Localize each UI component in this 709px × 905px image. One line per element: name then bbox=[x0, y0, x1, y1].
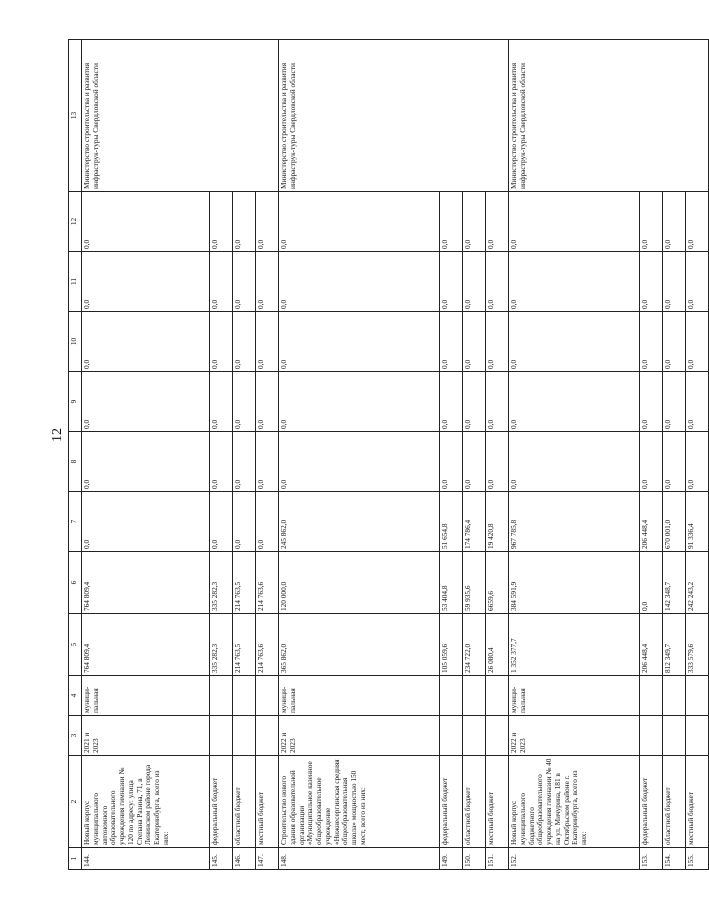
value-cell: 0,0 bbox=[640, 192, 663, 252]
value-cell: 59 935,6 bbox=[463, 552, 486, 614]
row-number: 150. bbox=[463, 848, 486, 870]
value-cell: 142 348,7 bbox=[663, 552, 686, 614]
value-cell: 0,0 bbox=[463, 372, 486, 432]
value-cell: 0,0 bbox=[686, 312, 709, 372]
value-cell: 0,0 bbox=[440, 372, 463, 432]
value-cell: 0,0 bbox=[82, 252, 210, 312]
value-cell: 0,0 bbox=[509, 252, 640, 312]
col-header: 2 bbox=[69, 756, 82, 848]
period bbox=[440, 716, 463, 756]
row-number: 148. bbox=[279, 848, 440, 870]
value-cell: 26 080,4 bbox=[486, 614, 509, 676]
value-cell: 51 654,8 bbox=[440, 492, 463, 552]
value-cell: 0,0 bbox=[440, 312, 463, 372]
value-cell: 0,0 bbox=[210, 492, 233, 552]
ownership-type bbox=[486, 676, 509, 716]
value-cell: 0,0 bbox=[279, 372, 440, 432]
responsible-ministry: Министерство строительства и развития инфраструк-туры Свердловской области bbox=[82, 40, 279, 192]
col-header: 9 bbox=[69, 372, 82, 432]
row-number: 146. bbox=[233, 848, 256, 870]
period: 2021 и 2023 bbox=[82, 716, 210, 756]
responsible-ministry: Министерство строительства и развития инфраструк-туры Свердловской области bbox=[509, 40, 709, 192]
value-cell: 0,0 bbox=[663, 192, 686, 252]
col-header: 13 bbox=[69, 40, 82, 192]
object-name: федеральный бюджет bbox=[640, 756, 663, 848]
value-cell: 0,0 bbox=[233, 192, 256, 252]
value-cell: 0,0 bbox=[279, 312, 440, 372]
value-cell: 0,0 bbox=[256, 372, 279, 432]
budget-table bbox=[68, 39, 709, 870]
value-cell: 0,0 bbox=[463, 192, 486, 252]
ownership-type: муници-пальная bbox=[279, 676, 440, 716]
value-cell: 0,0 bbox=[509, 192, 640, 252]
value-cell: 91 336,4 bbox=[686, 492, 709, 552]
ownership-type bbox=[686, 676, 709, 716]
value-cell: 0,0 bbox=[440, 432, 463, 492]
value-cell: 1 352 377,7 bbox=[509, 614, 640, 676]
value-cell: 0,0 bbox=[279, 252, 440, 312]
value-cell: 0,0 bbox=[82, 312, 210, 372]
value-cell: 0,0 bbox=[233, 252, 256, 312]
value-cell: 365 862,0 bbox=[279, 614, 440, 676]
value-cell: 0,0 bbox=[440, 192, 463, 252]
row-number: 152. bbox=[509, 848, 640, 870]
value-cell: 764 809,4 bbox=[82, 614, 210, 676]
value-cell: 174 786,4 bbox=[463, 492, 486, 552]
period bbox=[210, 716, 233, 756]
value-cell: 214 763,6 bbox=[256, 552, 279, 614]
ownership-type bbox=[233, 676, 256, 716]
value-cell: 0,0 bbox=[640, 372, 663, 432]
object-name: Новый корпус муниципального автономного образовательного учреждения гимназии № 120 по адресу: улица Степана Разина, 71, в Ленинском районе города Екатеринбурга, всего из них: bbox=[82, 756, 210, 848]
value-cell: 206 448,4 bbox=[640, 614, 663, 676]
value-cell: 0,0 bbox=[640, 432, 663, 492]
value-cell: 0,0 bbox=[663, 252, 686, 312]
value-cell: 0,0 bbox=[640, 252, 663, 312]
value-cell: 0,0 bbox=[82, 492, 210, 552]
value-cell: 0,0 bbox=[486, 372, 509, 432]
ownership-type bbox=[663, 676, 686, 716]
rotated-table-wrapper bbox=[68, 40, 695, 870]
value-cell: 0,0 bbox=[509, 432, 640, 492]
value-cell: 0,0 bbox=[210, 432, 233, 492]
value-cell: 0,0 bbox=[486, 432, 509, 492]
period bbox=[486, 716, 509, 756]
object-name: Строительство нового здания образовательной организации «Муниципальное казенное общеобразовательное учреждение «Нижнесергинская средняя общеобразовательная школа» мощностью 150 мест, всего из них: bbox=[279, 756, 440, 848]
value-cell: 0,0 bbox=[256, 432, 279, 492]
value-cell: 812 349,7 bbox=[663, 614, 686, 676]
object-name: областной бюджет bbox=[233, 756, 256, 848]
value-cell: 0,0 bbox=[686, 432, 709, 492]
value-cell: 53 404,8 bbox=[440, 552, 463, 614]
period: 2022 и 2023 bbox=[279, 716, 440, 756]
row-number: 151. bbox=[486, 848, 509, 870]
value-cell: 0,0 bbox=[233, 372, 256, 432]
col-header: 11 bbox=[69, 252, 82, 312]
col-header: 4 bbox=[69, 676, 82, 716]
value-cell: 0,0 bbox=[210, 192, 233, 252]
value-cell: 245 862,0 bbox=[279, 492, 440, 552]
object-name: местный бюджет bbox=[486, 756, 509, 848]
period bbox=[663, 716, 686, 756]
table-row bbox=[82, 40, 210, 870]
value-cell: 0,0 bbox=[256, 192, 279, 252]
period bbox=[233, 716, 256, 756]
row-number: 147. bbox=[256, 848, 279, 870]
period: 2022 и 2023 bbox=[509, 716, 640, 756]
col-header: 7 bbox=[69, 492, 82, 552]
value-cell: 335 282,3 bbox=[210, 552, 233, 614]
row-number: 144. bbox=[82, 848, 210, 870]
value-cell: 0,0 bbox=[463, 252, 486, 312]
value-cell: 0,0 bbox=[82, 432, 210, 492]
value-cell: 384 591,9 bbox=[509, 552, 640, 614]
value-cell: 0,0 bbox=[463, 432, 486, 492]
object-name: местный бюджет bbox=[686, 756, 709, 848]
ownership-type bbox=[463, 676, 486, 716]
row-number: 154. bbox=[663, 848, 686, 870]
value-cell: 0,0 bbox=[686, 372, 709, 432]
header-row bbox=[69, 40, 82, 870]
value-cell: 335 282,3 bbox=[210, 614, 233, 676]
value-cell: 0,0 bbox=[486, 192, 509, 252]
value-cell: 0,0 bbox=[663, 432, 686, 492]
value-cell: 0,0 bbox=[256, 312, 279, 372]
value-cell: 120 000,0 bbox=[279, 552, 440, 614]
value-cell: 214 763,6 bbox=[256, 614, 279, 676]
table-row bbox=[509, 40, 640, 870]
period bbox=[256, 716, 279, 756]
period bbox=[640, 716, 663, 756]
col-header: 6 bbox=[69, 552, 82, 614]
value-cell: 0,0 bbox=[509, 372, 640, 432]
value-cell: 6659,6 bbox=[486, 552, 509, 614]
col-header: 10 bbox=[69, 312, 82, 372]
object-name: Новый корпус муниципального бюджетного общеобразовательного учреждения гимназии № 40 на ул. Мичурина, 181 в Октябрьском районе г. Екатеринбурга, всего из них: bbox=[509, 756, 640, 848]
value-cell: 0,0 bbox=[233, 492, 256, 552]
value-cell: 0,0 bbox=[233, 432, 256, 492]
value-cell: 0,0 bbox=[686, 192, 709, 252]
value-cell: 0,0 bbox=[509, 312, 640, 372]
value-cell: 0,0 bbox=[663, 372, 686, 432]
value-cell: 0,0 bbox=[279, 432, 440, 492]
value-cell: 0,0 bbox=[486, 252, 509, 312]
period bbox=[463, 716, 486, 756]
value-cell: 242 243,2 bbox=[686, 552, 709, 614]
value-cell: 0,0 bbox=[82, 192, 210, 252]
ownership-type bbox=[210, 676, 233, 716]
row-number: 153. bbox=[640, 848, 663, 870]
value-cell: 333 579,6 bbox=[686, 614, 709, 676]
period bbox=[686, 716, 709, 756]
object-name: местный бюджет bbox=[256, 756, 279, 848]
value-cell: 0,0 bbox=[279, 192, 440, 252]
value-cell: 0,0 bbox=[82, 372, 210, 432]
value-cell: 19 420,8 bbox=[486, 492, 509, 552]
row-number: 149. bbox=[440, 848, 463, 870]
ownership-type bbox=[640, 676, 663, 716]
row-number: 155. bbox=[686, 848, 709, 870]
value-cell: 214 763,5 bbox=[233, 614, 256, 676]
col-header: 1 bbox=[69, 848, 82, 870]
value-cell: 214 763,5 bbox=[233, 552, 256, 614]
row-number: 145. bbox=[210, 848, 233, 870]
col-header: 12 bbox=[69, 192, 82, 252]
ownership-type bbox=[440, 676, 463, 716]
ownership-type: муници-пальная bbox=[82, 676, 210, 716]
value-cell: 0,0 bbox=[210, 252, 233, 312]
ownership-type: муници-пальная bbox=[509, 676, 640, 716]
value-cell: 764 809,4 bbox=[82, 552, 210, 614]
value-cell: 0,0 bbox=[256, 492, 279, 552]
table-row bbox=[279, 40, 440, 870]
value-cell: 0,0 bbox=[486, 312, 509, 372]
value-cell: 0,0 bbox=[440, 252, 463, 312]
value-cell: 0,0 bbox=[686, 252, 709, 312]
page-number: 12 bbox=[50, 428, 65, 442]
value-cell: 0,0 bbox=[640, 312, 663, 372]
col-header: 8 bbox=[69, 432, 82, 492]
object-name: областной бюджет bbox=[463, 756, 486, 848]
col-header: 5 bbox=[69, 614, 82, 676]
object-name: федеральный бюджет bbox=[210, 756, 233, 848]
value-cell: 234 722,0 bbox=[463, 614, 486, 676]
value-cell: 206 448,4 bbox=[640, 492, 663, 552]
value-cell: 0,0 bbox=[463, 312, 486, 372]
object-name: федеральный бюджет bbox=[440, 756, 463, 848]
value-cell: 967 785,8 bbox=[509, 492, 640, 552]
value-cell: 0,0 bbox=[233, 312, 256, 372]
value-cell: 0,0 bbox=[663, 312, 686, 372]
col-header: 3 bbox=[69, 716, 82, 756]
value-cell: 0,0 bbox=[256, 252, 279, 312]
value-cell: 0,0 bbox=[210, 372, 233, 432]
value-cell: 0,0 bbox=[640, 552, 663, 614]
object-name: областной бюджет bbox=[663, 756, 686, 848]
value-cell: 0,0 bbox=[210, 312, 233, 372]
value-cell: 670 001,0 bbox=[663, 492, 686, 552]
responsible-ministry: Министерство строительства и развития инфраструк-туры Свердловской области bbox=[279, 40, 509, 192]
ownership-type bbox=[256, 676, 279, 716]
value-cell: 105 059,6 bbox=[440, 614, 463, 676]
